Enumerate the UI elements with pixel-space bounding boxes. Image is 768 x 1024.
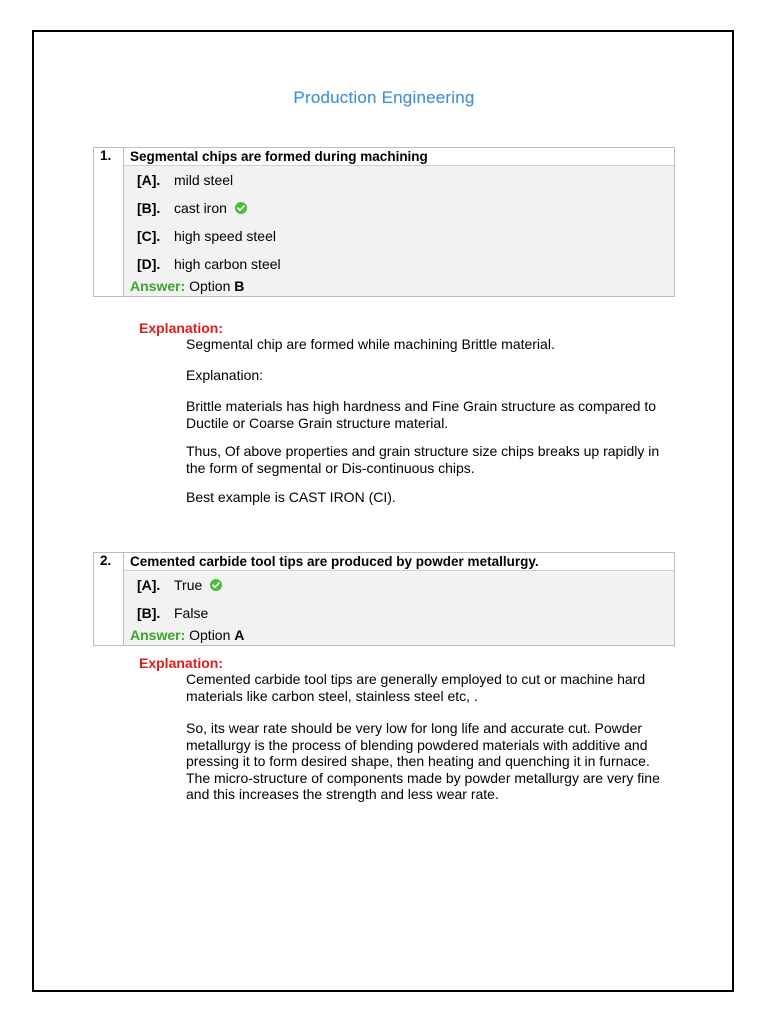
document-title: Production Engineering [293, 88, 475, 107]
question-number: 1. [94, 148, 124, 296]
option-label: [C]. [137, 228, 161, 244]
options-list [124, 571, 674, 627]
option-a[interactable] [124, 166, 674, 194]
option-label: [A]. [137, 172, 161, 188]
question-text: Segmental chips are formed during machining [124, 148, 674, 166]
question-number: 2. [94, 553, 124, 645]
check-circle-icon [210, 579, 222, 591]
option-label: [D]. [137, 256, 161, 272]
option-text: high speed steel [174, 228, 276, 244]
option-a[interactable] [124, 571, 674, 599]
explanation-paragraph: Cemented carbide tool tips are generally employed to cut or machine hard materials like carbon steel, stainless steel etc, . [186, 671, 646, 704]
option-b[interactable] [124, 599, 674, 627]
explanation-paragraph: So, its wear rate should be very low for long life and accurate cut. Powder metallurgy is the process of blending powdered materials with additive and pressing it to form desired shape, then heating and quenching it in furnace. The micro-structure of components made by powder metallurgy are very fine and this increases the strength and less wear rate. [186, 720, 660, 803]
explanation-label: Explanation: [139, 655, 224, 671]
explanation-paragraph: Segmental chip are formed while machining Brittle material. [186, 336, 555, 352]
question-1 [93, 147, 675, 297]
answer-option: B [234, 278, 245, 294]
option-text: True [174, 577, 203, 593]
explanation-label: Explanation: [139, 320, 224, 336]
option-c[interactable] [124, 222, 674, 250]
option-label: [B]. [137, 605, 161, 621]
option-d[interactable] [124, 250, 674, 278]
question-2 [93, 552, 675, 646]
option-label: [A]. [137, 577, 161, 593]
check-circle-icon [235, 202, 247, 214]
question-text: Cemented carbide tool tips are produced by powder metallurgy. [124, 553, 674, 571]
answer-option: A [234, 627, 245, 643]
answer-line [124, 627, 674, 645]
option-label: [B]. [137, 200, 161, 216]
explanation-paragraph: Best example is CAST IRON (CI). [186, 489, 396, 505]
option-text: False [174, 605, 209, 621]
answer-label: Answer: [130, 278, 186, 294]
answer-prefix: Option [189, 278, 231, 294]
explanation-paragraph: Thus, Of above properties and grain structure size chips breaks up rapidly in the form of segmental or Dis-continuous chips. [186, 443, 660, 476]
option-text: cast iron [174, 200, 227, 216]
explanation-paragraph: Brittle materials has high hardness and Fine Grain structure as compared to Ductile or Coarse Grain structure material. [186, 398, 657, 431]
answer-line [124, 278, 674, 296]
option-b[interactable] [124, 194, 674, 222]
answer-label: Answer: [130, 627, 186, 643]
explanation-paragraph: Explanation: [186, 367, 264, 383]
answer-prefix: Option [189, 627, 231, 643]
option-text: high carbon steel [174, 256, 281, 272]
options-list [124, 166, 674, 278]
option-text: mild steel [174, 172, 234, 188]
